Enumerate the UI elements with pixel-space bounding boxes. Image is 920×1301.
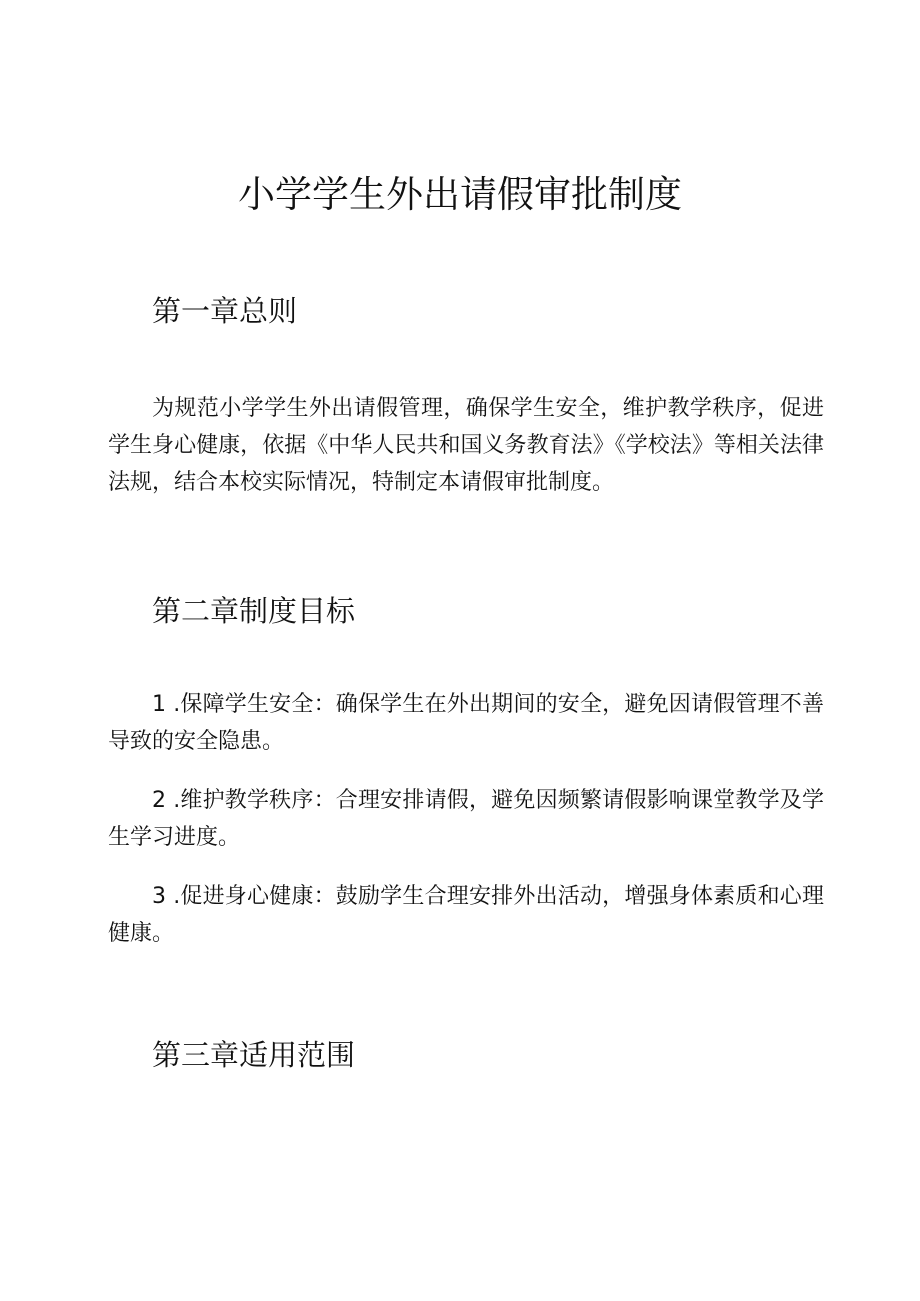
document-title: 小学学生外出请假审批制度 [238, 173, 682, 216]
chapter-1-paragraph: 为规范小学学生外出请假管理，确保学生安全，维护教学秩序，促进学生身心健康，依据《中华人民共和国义务教育法》《学校法》等相关法律法规，结合本校实际情况，特制定本请假审批制度。 [108, 396, 824, 495]
chapter-2-item-3: 3 .促进身心健康：鼓励学生合理安排外出活动，增强身体素质和心理健康。 [108, 884, 824, 946]
chapter-2-item-1: 1 .保障学生安全：确保学生在外出期间的安全，避免因请假管理不善导致的安全隐患。 [108, 692, 824, 754]
chapter-2-heading: 第二章制度目标 [152, 594, 356, 628]
chapter-3-heading: 第三章适用范围 [152, 1038, 356, 1072]
chapter-2-item-2: 2 .维护教学秩序：合理安排请假，避免因频繁请假影响课堂教学及学生学习进度。 [108, 788, 824, 850]
chapter-1-heading: 第一章总则 [152, 294, 298, 328]
